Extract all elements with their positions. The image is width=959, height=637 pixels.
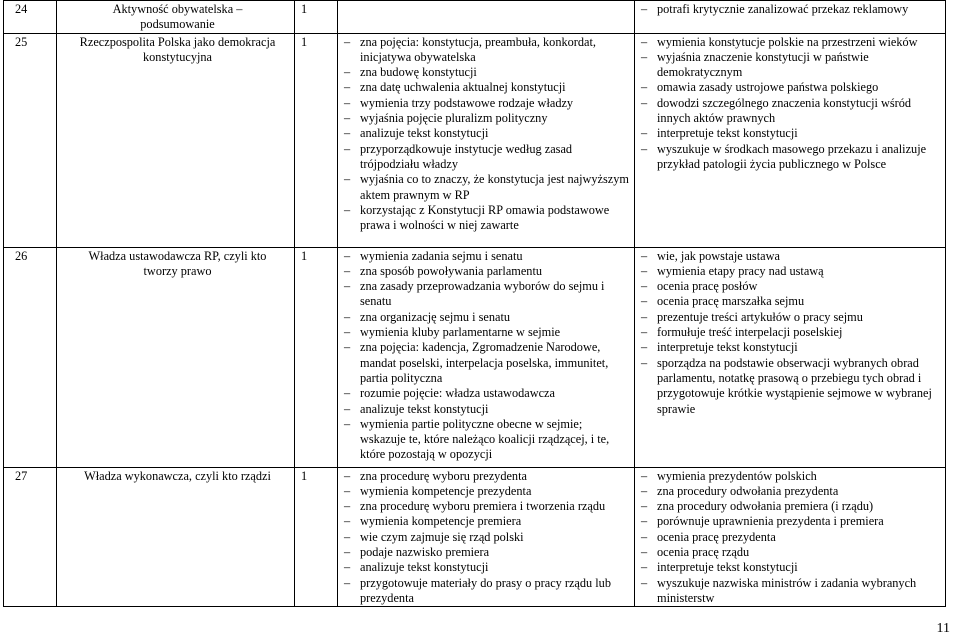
- requirement-item: [639, 514, 941, 529]
- requirement-text: wymienia partie polityczne obecne w sejmie; wskazuje te, które należąco koalicji rządzącej, i te, które pozostają w opozycji: [360, 416, 610, 462]
- requirement-item: [342, 96, 630, 111]
- requirement-text: porównuje uprawnienia prezydenta i premiera: [657, 514, 884, 529]
- requirement-text: rozumie pojęcie: władza ustawodawcza: [360, 386, 555, 401]
- requirement-item: [639, 545, 941, 560]
- requirement-item: [342, 249, 630, 264]
- curriculum-table: [3, 0, 946, 607]
- dash-bullet-icon: –: [344, 340, 351, 355]
- requirement-text: wyjaśnia pojęcie pluralizm polityczny: [360, 111, 548, 126]
- requirement-text: zna organizację sejmu i senatu: [360, 309, 511, 324]
- dash-bullet-icon: –: [344, 468, 351, 483]
- hours-cell: 1: [295, 467, 338, 607]
- requirement-item: [639, 325, 941, 340]
- dash-bullet-icon: –: [344, 172, 351, 187]
- dash-bullet-icon: –: [344, 80, 351, 95]
- lesson-topic-line: tworzy prawo: [143, 263, 212, 278]
- requirement-text: wie, jak powstaje ustawa: [657, 248, 780, 263]
- requirement-text: zna procedurę wyboru prezydenta: [360, 468, 527, 483]
- requirement-text: korzystając z Konstytucji RP omawia podstawowe prawa i wolności w niej zawarte: [360, 202, 610, 233]
- dash-bullet-icon: –: [344, 483, 351, 498]
- hours-cell: 1: [295, 1, 338, 34]
- lesson-topic-line: Władza wykonawcza, czyli kto rządzi: [84, 468, 271, 483]
- requirement-item: [342, 469, 630, 484]
- requirement-text: wymienia konstytucje polskie na przestrzeni wieków: [657, 34, 918, 49]
- requirement-text: przyporządkowuje instytucje według zasad trójpodziału władzy: [360, 141, 573, 171]
- dash-bullet-icon: –: [641, 80, 648, 95]
- dash-bullet-icon: –: [641, 514, 648, 529]
- requirement-text: zna procedury odwołania premiera (i rządu): [657, 499, 874, 514]
- requirement-text: ocenia pracę marszałka sejmu: [657, 294, 805, 309]
- dash-bullet-icon: –: [344, 248, 351, 263]
- lesson-topic-line: Władza ustawodawcza RP, czyli kto: [88, 248, 267, 263]
- requirement-text: dowodzi szczególnego znaczenia konstytucji wśród innych aktów prawnych: [657, 95, 912, 126]
- requirement-text: wyjaśnia znaczenie konstytucji w państwie demokratycznym: [657, 49, 869, 80]
- requirement-item: [342, 545, 630, 560]
- requirement-text: wymienia kluby parlamentarne w sejmie: [360, 325, 561, 340]
- requirement-text: wymienia prezydentów polskich: [657, 468, 817, 483]
- requirement-item: [639, 294, 941, 309]
- requirement-item: [342, 386, 630, 401]
- hours-cell: 1: [295, 33, 338, 247]
- lesson-topic-line: konstytucyjna: [143, 49, 212, 64]
- requirement-item: [639, 126, 941, 141]
- requirement-text: wymienia kompetencje premiera: [360, 514, 522, 529]
- requirement-text: wymienia trzy podstawowe rodzaje władzy: [360, 95, 574, 110]
- table-row: [4, 467, 946, 607]
- dash-bullet-icon: –: [641, 575, 648, 590]
- dash-bullet-icon: –: [344, 279, 351, 294]
- requirement-item: [342, 484, 630, 499]
- dash-bullet-icon: –: [641, 263, 648, 278]
- requirement-item: [342, 35, 630, 66]
- dash-bullet-icon: –: [641, 141, 648, 156]
- dash-bullet-icon: –: [344, 545, 351, 560]
- requirement-text: wyszukuje w środkach masowego przekazu i analizuje przykład patologii życia publicznego w Polsce: [657, 141, 927, 171]
- requirement-item: [639, 2, 941, 17]
- requirement-item: [639, 310, 941, 325]
- dash-bullet-icon: –: [344, 202, 351, 217]
- requirement-item: [639, 35, 941, 50]
- requirement-item: [639, 484, 941, 499]
- hours-cell: 1: [295, 247, 338, 467]
- requirement-text: interpretuje tekst konstytucji: [657, 340, 798, 355]
- dash-bullet-icon: –: [641, 95, 648, 110]
- dash-bullet-icon: –: [641, 483, 648, 498]
- requirement-item: [342, 325, 630, 340]
- requirement-text: ocenia pracę prezydenta: [657, 529, 776, 544]
- dash-bullet-icon: –: [641, 279, 648, 294]
- requirement-item: [639, 96, 941, 127]
- dash-bullet-icon: –: [344, 514, 351, 529]
- requirement-item: [639, 340, 941, 355]
- dash-bullet-icon: –: [344, 401, 351, 416]
- requirement-item: [342, 514, 630, 529]
- requirement-item: [342, 126, 630, 141]
- requirement-text: wymienia etapy pracy nad ustawą: [657, 263, 824, 278]
- requirement-item: [342, 142, 630, 173]
- requirement-text: zna pojęcia: konstytucja, preambuła, konkordat, inicjatywa obywatelska: [360, 34, 596, 64]
- requirement-item: [639, 279, 941, 294]
- dash-bullet-icon: –: [641, 49, 648, 64]
- requirement-item: [342, 417, 630, 463]
- requirement-item: [639, 50, 941, 81]
- dash-bullet-icon: –: [344, 141, 351, 156]
- dash-bullet-icon: –: [344, 575, 351, 590]
- dash-bullet-icon: –: [344, 325, 351, 340]
- dash-bullet-icon: –: [641, 309, 648, 324]
- lesson-number-cell: 24: [4, 1, 57, 34]
- lesson-topic-cell: [57, 467, 295, 607]
- dash-bullet-icon: –: [344, 95, 351, 110]
- dash-bullet-icon: –: [344, 65, 351, 80]
- dash-bullet-icon: –: [344, 126, 351, 141]
- basic-requirements-cell: [338, 33, 635, 247]
- requirement-item: [639, 576, 941, 607]
- requirement-text: analizuje tekst konstytucji: [360, 560, 489, 575]
- requirement-item: [342, 65, 630, 80]
- lesson-number-cell: 26: [4, 247, 57, 467]
- dash-bullet-icon: –: [641, 499, 648, 514]
- requirement-text: wyjaśnia co to znaczy, że konstytucja jest najwyższym aktem prawnym w RP: [360, 172, 629, 202]
- requirement-text: potrafi krytycznie zanalizować przekaz reklamowy: [657, 2, 909, 16]
- requirement-item: [342, 499, 630, 514]
- dash-bullet-icon: –: [641, 468, 648, 483]
- requirement-text: interpretuje tekst konstytucji: [657, 560, 798, 575]
- lesson-topic-line: podsumowanie: [140, 17, 215, 32]
- dash-bullet-icon: –: [344, 386, 351, 401]
- requirement-item: [639, 249, 941, 264]
- dash-bullet-icon: –: [344, 111, 351, 126]
- requirement-item: [342, 402, 630, 417]
- dash-bullet-icon: –: [641, 34, 648, 49]
- requirement-item: [342, 340, 630, 386]
- dash-bullet-icon: –: [641, 2, 648, 16]
- requirement-item: [639, 469, 941, 484]
- requirement-item: [342, 203, 630, 234]
- dash-bullet-icon: –: [344, 416, 351, 431]
- table-row: [4, 33, 946, 247]
- requirement-item: [342, 80, 630, 95]
- lesson-topic-cell: [57, 247, 295, 467]
- dash-bullet-icon: –: [641, 340, 648, 355]
- dash-bullet-icon: –: [344, 309, 351, 324]
- extended-requirements-cell: [635, 1, 946, 34]
- requirement-text: sporządza na podstawie obserwacji wybranych obrad parlamentu, notatkę prasową o przebiegu tych obrad i przygotowuje krótkie wystąpienie sejmowe w wybranej sprawie: [657, 355, 932, 416]
- requirement-text: zna sposób powoływania parlamentu: [360, 263, 543, 278]
- requirement-item: [639, 80, 941, 95]
- requirement-item: [342, 530, 630, 545]
- requirement-text: interpretuje tekst konstytucji: [657, 126, 798, 141]
- dash-bullet-icon: –: [641, 294, 648, 309]
- requirement-text: wymienia kompetencje prezydenta: [360, 483, 532, 498]
- extended-requirements-cell: [635, 33, 946, 247]
- dash-bullet-icon: –: [641, 560, 648, 575]
- requirement-item: [639, 499, 941, 514]
- page-number: 11: [936, 621, 950, 636]
- dash-bullet-icon: –: [641, 545, 648, 560]
- requirement-item: [639, 560, 941, 575]
- requirement-text: zna procedury odwołania prezydenta: [657, 483, 839, 498]
- requirement-text: ocenia pracę posłów: [657, 279, 758, 294]
- basic-requirements-cell: [338, 247, 635, 467]
- dash-bullet-icon: –: [344, 263, 351, 278]
- dash-bullet-icon: –: [344, 499, 351, 514]
- requirement-item: [639, 356, 941, 417]
- lesson-topic-cell: [57, 1, 295, 34]
- requirement-item: [342, 172, 630, 203]
- requirement-item: [639, 142, 941, 173]
- requirement-text: zna procedurę wyboru premiera i tworzenia rządu: [360, 499, 606, 514]
- requirement-item: [342, 560, 630, 575]
- requirement-text: zna budowę konstytucji: [360, 65, 477, 80]
- curriculum-table-body: [4, 1, 946, 607]
- dash-bullet-icon: –: [344, 560, 351, 575]
- requirement-text: prezentuje treści artykułów o pracy sejmu: [657, 309, 863, 324]
- extended-requirements-cell: [635, 467, 946, 607]
- requirement-text: ocenia pracę rządu: [657, 545, 750, 560]
- basic-requirements-cell: [338, 1, 635, 34]
- requirement-text: analizuje tekst konstytucji: [360, 126, 489, 141]
- lesson-topic-line: Rzeczpospolita Polska jako demokracja: [79, 34, 276, 49]
- requirement-item: [342, 279, 630, 310]
- dash-bullet-icon: –: [641, 355, 648, 370]
- table-row: [4, 247, 946, 467]
- dash-bullet-icon: –: [344, 529, 351, 544]
- dash-bullet-icon: –: [344, 34, 351, 49]
- requirement-text: wymienia zadania sejmu i senatu: [360, 248, 523, 263]
- lesson-number-cell: 25: [4, 33, 57, 247]
- basic-requirements-cell: [338, 467, 635, 607]
- requirement-item: [639, 264, 941, 279]
- lesson-number-cell: 27: [4, 467, 57, 607]
- requirement-item: [342, 111, 630, 126]
- lesson-topic-cell: [57, 33, 295, 247]
- requirement-text: przygotowuje materiały do prasy o pracy rządu lub prezydenta: [360, 575, 611, 605]
- dash-bullet-icon: –: [641, 248, 648, 263]
- requirement-text: wie czym zajmuje się rząd polski: [360, 529, 524, 544]
- dash-bullet-icon: –: [641, 529, 648, 544]
- requirement-text: zna datę uchwalenia aktualnej konstytucji: [360, 80, 566, 95]
- requirement-item: [342, 576, 630, 607]
- requirement-text: zna zasady przeprowadzania wyborów do sejmu i senatu: [360, 279, 605, 309]
- extended-requirements-cell: [635, 247, 946, 467]
- requirement-item: [639, 530, 941, 545]
- requirement-text: formułuje treść interpelacji poselskiej: [657, 325, 843, 340]
- requirement-text: podaje nazwisko premiera: [360, 545, 490, 560]
- table-row: [4, 1, 946, 34]
- requirement-text: analizuje tekst konstytucji: [360, 401, 489, 416]
- dash-bullet-icon: –: [641, 126, 648, 141]
- dash-bullet-icon: –: [641, 325, 648, 340]
- requirement-text: omawia zasady ustrojowe państwa polskiego: [657, 80, 879, 95]
- requirement-text: wyszukuje nazwiska ministrów i zadania wybranych ministerstw: [657, 575, 917, 605]
- requirement-text: zna pojęcia: kadencja, Zgromadzenie Narodowe, mandat poselski, interpelacja poselska, immunitet, partia polityczna: [360, 340, 609, 385]
- lesson-topic-line: Aktywność obywatelska –: [112, 2, 243, 16]
- requirement-item: [342, 310, 630, 325]
- requirement-item: [342, 264, 630, 279]
